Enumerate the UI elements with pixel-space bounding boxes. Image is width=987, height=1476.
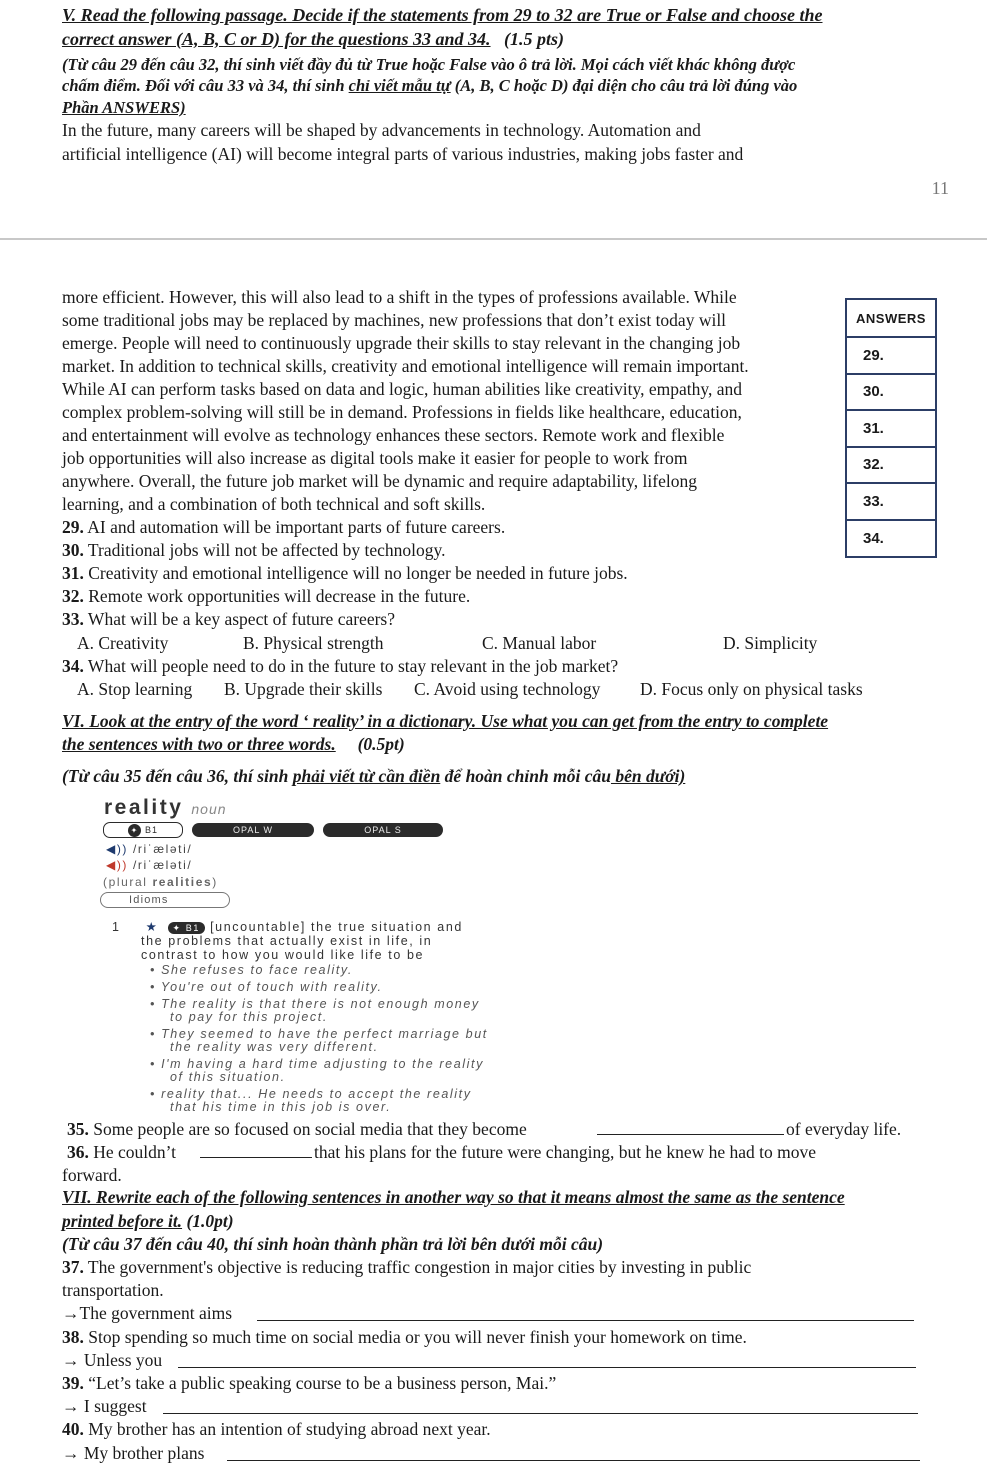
section6-instruction: (Từ câu 35 đến câu 36, thí sinh phải viết từ cần điền để hoàn chỉnh mỗi câu bên dưới) — [62, 766, 686, 786]
answer-slot-30[interactable]: 30. — [847, 375, 935, 412]
answer-slot-33[interactable]: 33. — [847, 484, 935, 521]
question-35: 35. Some people are so focused on social media that they become — [67, 1119, 527, 1139]
passage-line: In the future, many careers will be shaped by advancements in technology. Automation and — [62, 120, 701, 140]
sense-definition-line: contrast to how you would like life to be — [141, 948, 425, 962]
example-sentence-cont: the reality was very different. — [170, 1040, 379, 1054]
passage-line: some traditional jobs may be replaced by machines, new professions that don’t exist today will — [62, 310, 727, 330]
idioms-button[interactable]: Idioms — [100, 892, 230, 908]
section5-instruction: (Từ câu 29 đến câu 32, thí sinh viết đầy đủ từ True hoặc False vào ô trả lời. Mọi cách viết khác không được — [62, 55, 796, 74]
q37-answer-line[interactable] — [257, 1320, 914, 1321]
q39-answer-line[interactable] — [163, 1413, 918, 1414]
q33-option-d[interactable]: D. Simplicity — [723, 633, 818, 653]
q34-option-b[interactable]: B. Upgrade their skills — [224, 679, 383, 699]
q35-answer-blank[interactable] — [597, 1134, 784, 1135]
answer-slot-32[interactable]: 32. — [847, 448, 935, 485]
q33-option-b[interactable]: B. Physical strength — [243, 633, 384, 653]
passage-line: complex problem-solving will still be in demand. Professions in fields like healthcare, education, — [62, 402, 742, 422]
speaker-icon[interactable]: ◀︎)) — [106, 858, 129, 872]
section5-heading-line2: correct answer (A, B, C or D) for the questions 33 and 34. (1.5 pts) — [62, 29, 565, 49]
passage-line: and entertainment will evolve as technology enhances these sectors. Remote work and flexible — [62, 425, 725, 445]
statement-29: 29. AI and automation will be important parts of future careers. — [62, 517, 506, 537]
q34-option-a[interactable]: A. Stop learning — [77, 679, 193, 699]
oxford-key-icon: ✦ — [128, 824, 141, 837]
passage-line: market. In addition to technical skills, creativity and emotional intelligence will remain important. — [62, 356, 749, 376]
q36-answer-blank[interactable] — [200, 1157, 312, 1158]
speaker-icon[interactable]: ◀︎)) — [106, 842, 129, 856]
pronunciation-us: ◀︎)) /riˈæləti/ — [106, 858, 193, 872]
q34-option-d[interactable]: D. Focus only on physical tasks — [640, 679, 863, 699]
q36-continuation-line2: forward. — [62, 1165, 122, 1185]
example-sentence-cont: to pay for this project. — [170, 1010, 328, 1024]
section5-heading: V. Read the following passage. Decide if the statements from 29 to 32 are True or False and choose the — [62, 5, 823, 25]
question-36: 36. He couldn’t — [67, 1142, 177, 1162]
dictionary-headword: reality noun — [104, 796, 227, 819]
example-sentence: • The reality is that there is not enough money — [150, 997, 480, 1011]
q36-continuation: that his plans for the future were changing, but he knew he had to move — [314, 1142, 817, 1162]
answers-box — [845, 298, 937, 558]
question-40: 40. My brother has an intention of studying abroad next year. — [62, 1419, 491, 1439]
page-number: 11 — [931, 178, 949, 198]
passage-line: anywhere. Overall, the future job market will be dynamic and require adaptability, lifelong — [62, 471, 697, 491]
example-sentence: • She refuses to face reality. — [150, 963, 353, 977]
answer-slot-34[interactable]: 34. — [863, 530, 884, 548]
page-divider — [0, 238, 987, 240]
opal-w-badge: OPAL W — [192, 823, 314, 837]
question-33: 33. What will be a key aspect of future careers? — [62, 609, 395, 629]
level-badge: ✦ B1 — [103, 822, 183, 838]
section5-instruction-line2: chấm điểm. Đối với câu 33 và 34, thí sinh chỉ viết mẫu tự (A, B, C hoặc D) đại diện cho câu trả lời đúng vào — [62, 76, 798, 95]
pronunciation-uk: ◀︎)) /riˈæləti/ — [106, 842, 193, 856]
section7-heading: VII. Rewrite each of the following sentences in another way so that it means almost the same as the sentence — [62, 1187, 845, 1207]
answers-title: ANSWERS — [847, 300, 935, 338]
q38-answer-line[interactable] — [178, 1367, 916, 1368]
example-sentence: • reality that... He needs to accept the reality — [150, 1087, 472, 1101]
statement-32: 32. Remote work opportunities will decrease in the future. — [62, 586, 471, 606]
example-sentence-cont: that his time in this job is over. — [170, 1100, 392, 1114]
q38-prompt: → Unless you — [62, 1350, 163, 1370]
example-sentence: • They seemed to have the perfect marriage but — [150, 1027, 488, 1041]
q33-option-c[interactable]: C. Manual labor — [482, 633, 597, 653]
passage-line: learning, and a combination of both technical and soft skills. — [62, 494, 486, 514]
question-37: 37. The government's objective is reducing traffic congestion in major cities by investing in public — [62, 1257, 752, 1277]
q40-prompt: → My brother plans — [62, 1443, 205, 1463]
section6-heading: VI. Look at the entry of the word ‘ reality’ in a dictionary. Use what you can get from the entry to complete — [62, 711, 829, 731]
statement-30: 30. Traditional jobs will not be affected by technology. — [62, 540, 446, 560]
section6-heading-line2: the sentences with two or three words. (0.5pt) — [62, 734, 405, 754]
q40-answer-line[interactable] — [227, 1460, 920, 1461]
passage-line: more efficient. However, this will also lead to a shift in the types of professions available. While — [62, 287, 737, 307]
answer-slot-29[interactable]: 29. — [847, 338, 935, 375]
sense-definition-line: the problems that actually exist in life, in — [141, 934, 433, 948]
q39-prompt: → I suggest — [62, 1396, 147, 1416]
passage-line: While AI can perform tasks based on data and logic, human abilities like creativity, empathy, and — [62, 379, 743, 399]
example-sentence-cont: of this situation. — [170, 1070, 286, 1084]
q35-continuation: of everyday life. — [786, 1119, 902, 1139]
example-sentence: • You're out of touch with reality. — [150, 980, 383, 994]
statement-31: 31. Creativity and emotional intelligence will no longer be needed in future jobs. — [62, 563, 628, 583]
q37-prompt: →The government aims — [62, 1303, 233, 1323]
sense-1: 1 ★ ✦ B1 [uncountable] the true situation and — [112, 920, 463, 934]
passage-line: job opportunities will also increase as digital tools make it easier for people to work from — [62, 448, 688, 468]
passage-line: emerge. People will need to continuously upgrade their skills to stay relevant in the changing job — [62, 333, 741, 353]
opal-s-badge: OPAL S — [323, 823, 443, 837]
star-icon: ★ — [145, 920, 159, 934]
q33-option-a[interactable]: A. Creativity — [77, 633, 169, 653]
example-sentence: • I'm having a hard time adjusting to the reality — [150, 1057, 484, 1071]
section5-instruction-line3: Phần ANSWERS) — [62, 98, 186, 117]
section7-heading-line2: printed before it. (1.0pt) — [62, 1211, 234, 1231]
answer-slot-31[interactable]: 31. — [847, 411, 935, 448]
passage-line: artificial intelligence (AI) will become integral parts of various industries, making jobs faster and — [62, 144, 744, 164]
question-38: 38. Stop spending so much time on social media or you will never finish your homework on time. — [62, 1327, 747, 1347]
question-37-line2: transportation. — [62, 1280, 164, 1300]
plural-form: (plural realities) — [103, 875, 218, 889]
sense-level-badge: ✦ B1 — [168, 922, 205, 934]
q34-option-c[interactable]: C. Avoid using technology — [414, 679, 601, 699]
question-34: 34. What will people need to do in the future to stay relevant in the job market? — [62, 656, 619, 676]
section7-instruction: (Từ câu 37 đến câu 40, thí sinh hoàn thành phần trả lời bên dưới mỗi câu) — [62, 1234, 604, 1254]
question-39: 39. “Let’s take a public speaking course to be a business person, Mai.” — [62, 1373, 557, 1393]
